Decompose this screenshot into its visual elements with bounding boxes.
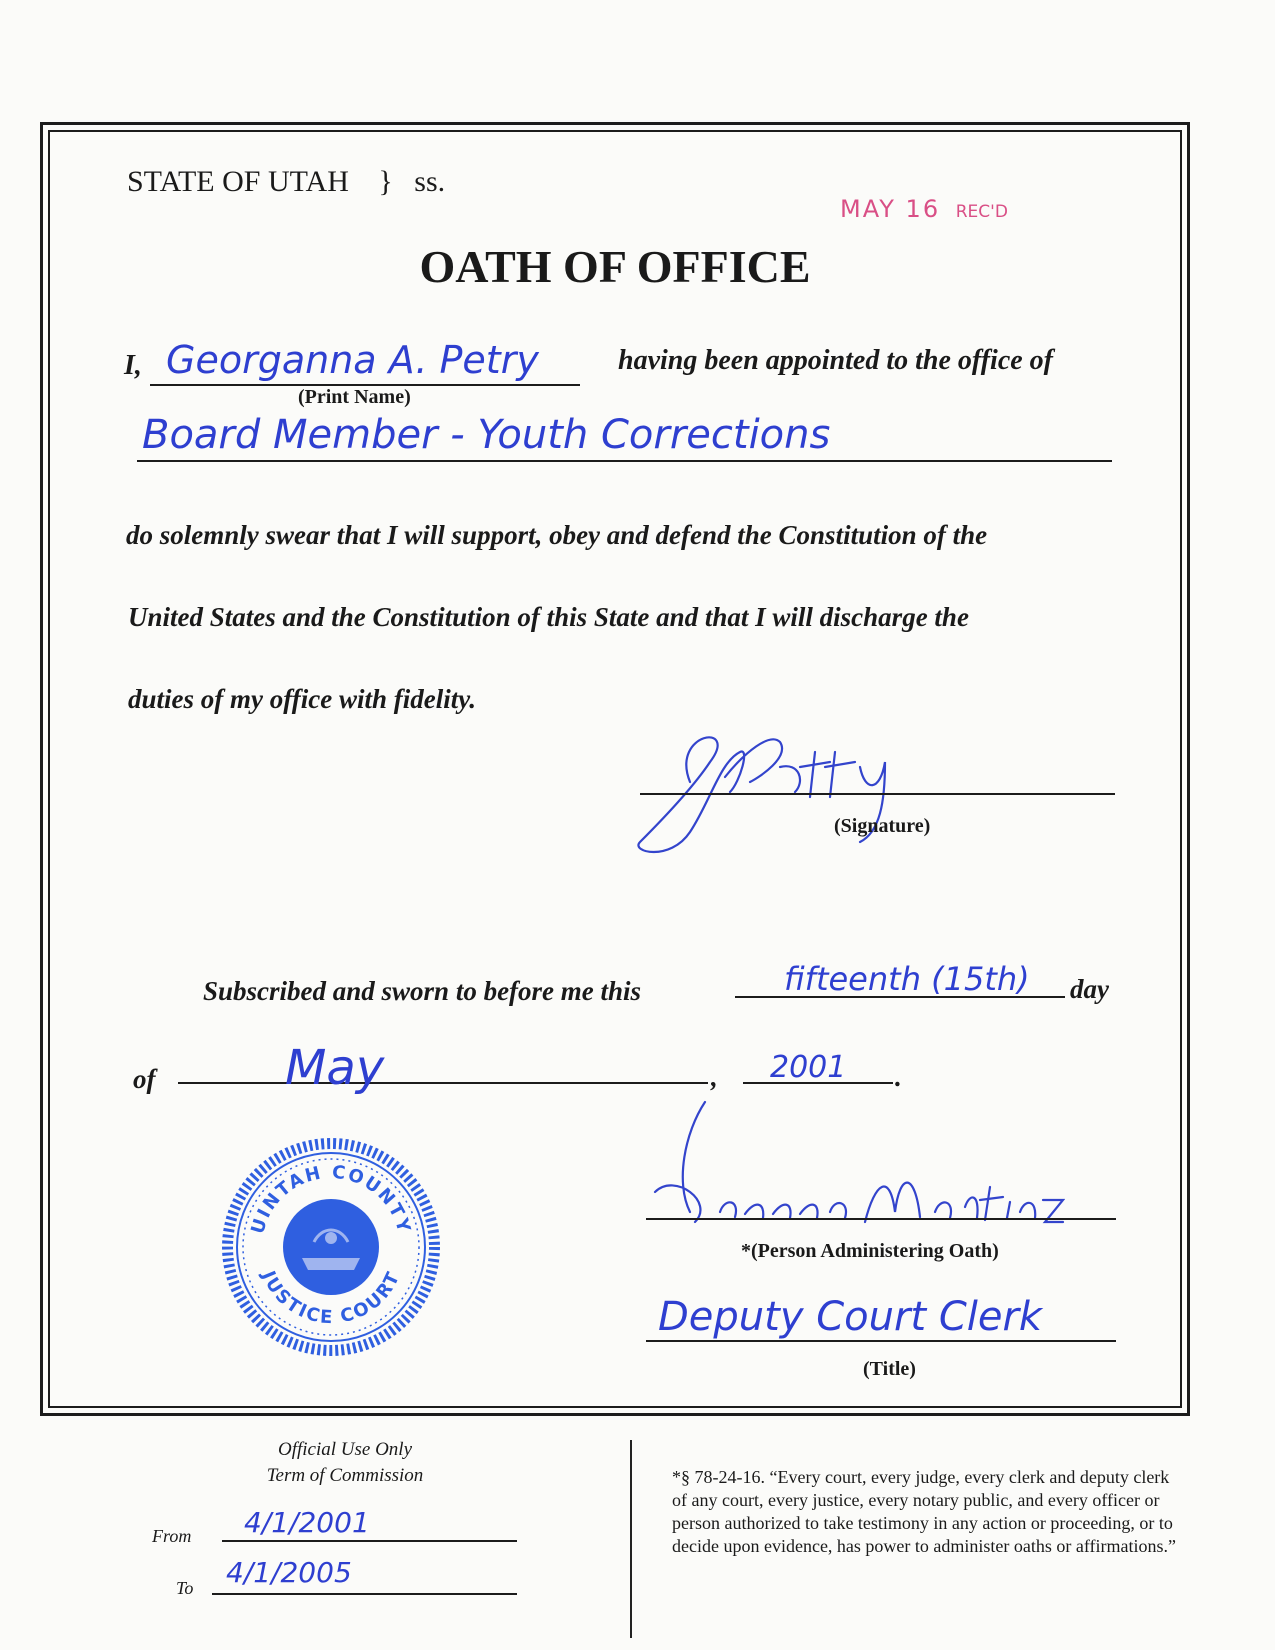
section-divider: [630, 1440, 632, 1638]
oath-line-1: do solemnly swear that I will support, obey and defend the Constitution of the: [126, 520, 988, 550]
officeholder-signature: [630, 722, 930, 862]
state-header: [127, 165, 445, 199]
stamp-recd: REC'D: [955, 202, 1008, 222]
document-title: OATH OF OFFICE: [419, 241, 811, 292]
seal-top-text: UINTAH COUNTY: [247, 1161, 415, 1237]
to-value: 4/1/2005: [226, 1556, 352, 1589]
from-label: From: [152, 1526, 192, 1546]
from-rule: [222, 1540, 517, 1542]
received-stamp: [840, 195, 1008, 223]
title-rule: [646, 1340, 1116, 1342]
to-label: To: [176, 1578, 194, 1598]
signature-label: (Signature): [834, 815, 931, 837]
official-use-line1: Official Use Only: [277, 1439, 413, 1460]
official-use-line2: Term of Commission: [266, 1465, 424, 1486]
county-seal: [222, 1138, 440, 1356]
office-value: Board Member - Youth Corrections: [142, 412, 831, 458]
year-value: 2001: [770, 1050, 847, 1085]
administrator-rule: [646, 1218, 1116, 1220]
oath-line-2: United States and the Constitution of this State and that I will discharge the: [128, 602, 969, 632]
of-label: of: [133, 1064, 156, 1094]
title-label: (Title): [863, 1358, 916, 1380]
title-value: Deputy Court Clerk: [658, 1294, 1043, 1340]
administrator-label: *(Person Administering Oath): [741, 1240, 999, 1262]
period: .: [895, 1062, 902, 1092]
subscribed-text: Subscribed and sworn to before me this: [203, 976, 642, 1006]
stamp-date: MAY 16: [840, 195, 941, 223]
administrator-signature: [645, 1092, 1065, 1262]
print-name-label: (Print Name): [298, 386, 411, 408]
day-value: fifteenth (15th): [784, 960, 1030, 998]
comma: ,: [711, 1062, 718, 1092]
month-rule: [178, 1082, 708, 1084]
name-prefix: I,: [124, 350, 142, 381]
appointment-text: having been appointed to the office of: [618, 345, 1053, 376]
seal-bottom-text: JUSTICE COURT: [257, 1267, 405, 1329]
day-label: day: [1070, 974, 1109, 1004]
official-use-heading: [240, 1437, 450, 1489]
month-value: May: [285, 1040, 385, 1096]
ss-label: ss.: [414, 165, 446, 198]
state-name: STATE OF UTAH: [127, 165, 349, 198]
office-rule: [137, 460, 1112, 462]
statute-text: *§ 78-24-16. “Every court, every judge, every clerk and deputy clerk of any court, every justice, every notary public, and every officer or person authorized to take testimony in any action or proceeding, or to decide upon evidence, has power to administer oaths or affirmations.”: [672, 1467, 1177, 1556]
oath-line-3: duties of my office with fidelity.: [128, 684, 476, 714]
brace-symbol: }: [378, 165, 393, 198]
from-value: 4/1/2001: [244, 1506, 370, 1539]
signature-rule: [640, 793, 1115, 795]
print-name-value: Georganna A. Petry: [166, 338, 539, 382]
to-rule: [212, 1593, 517, 1595]
